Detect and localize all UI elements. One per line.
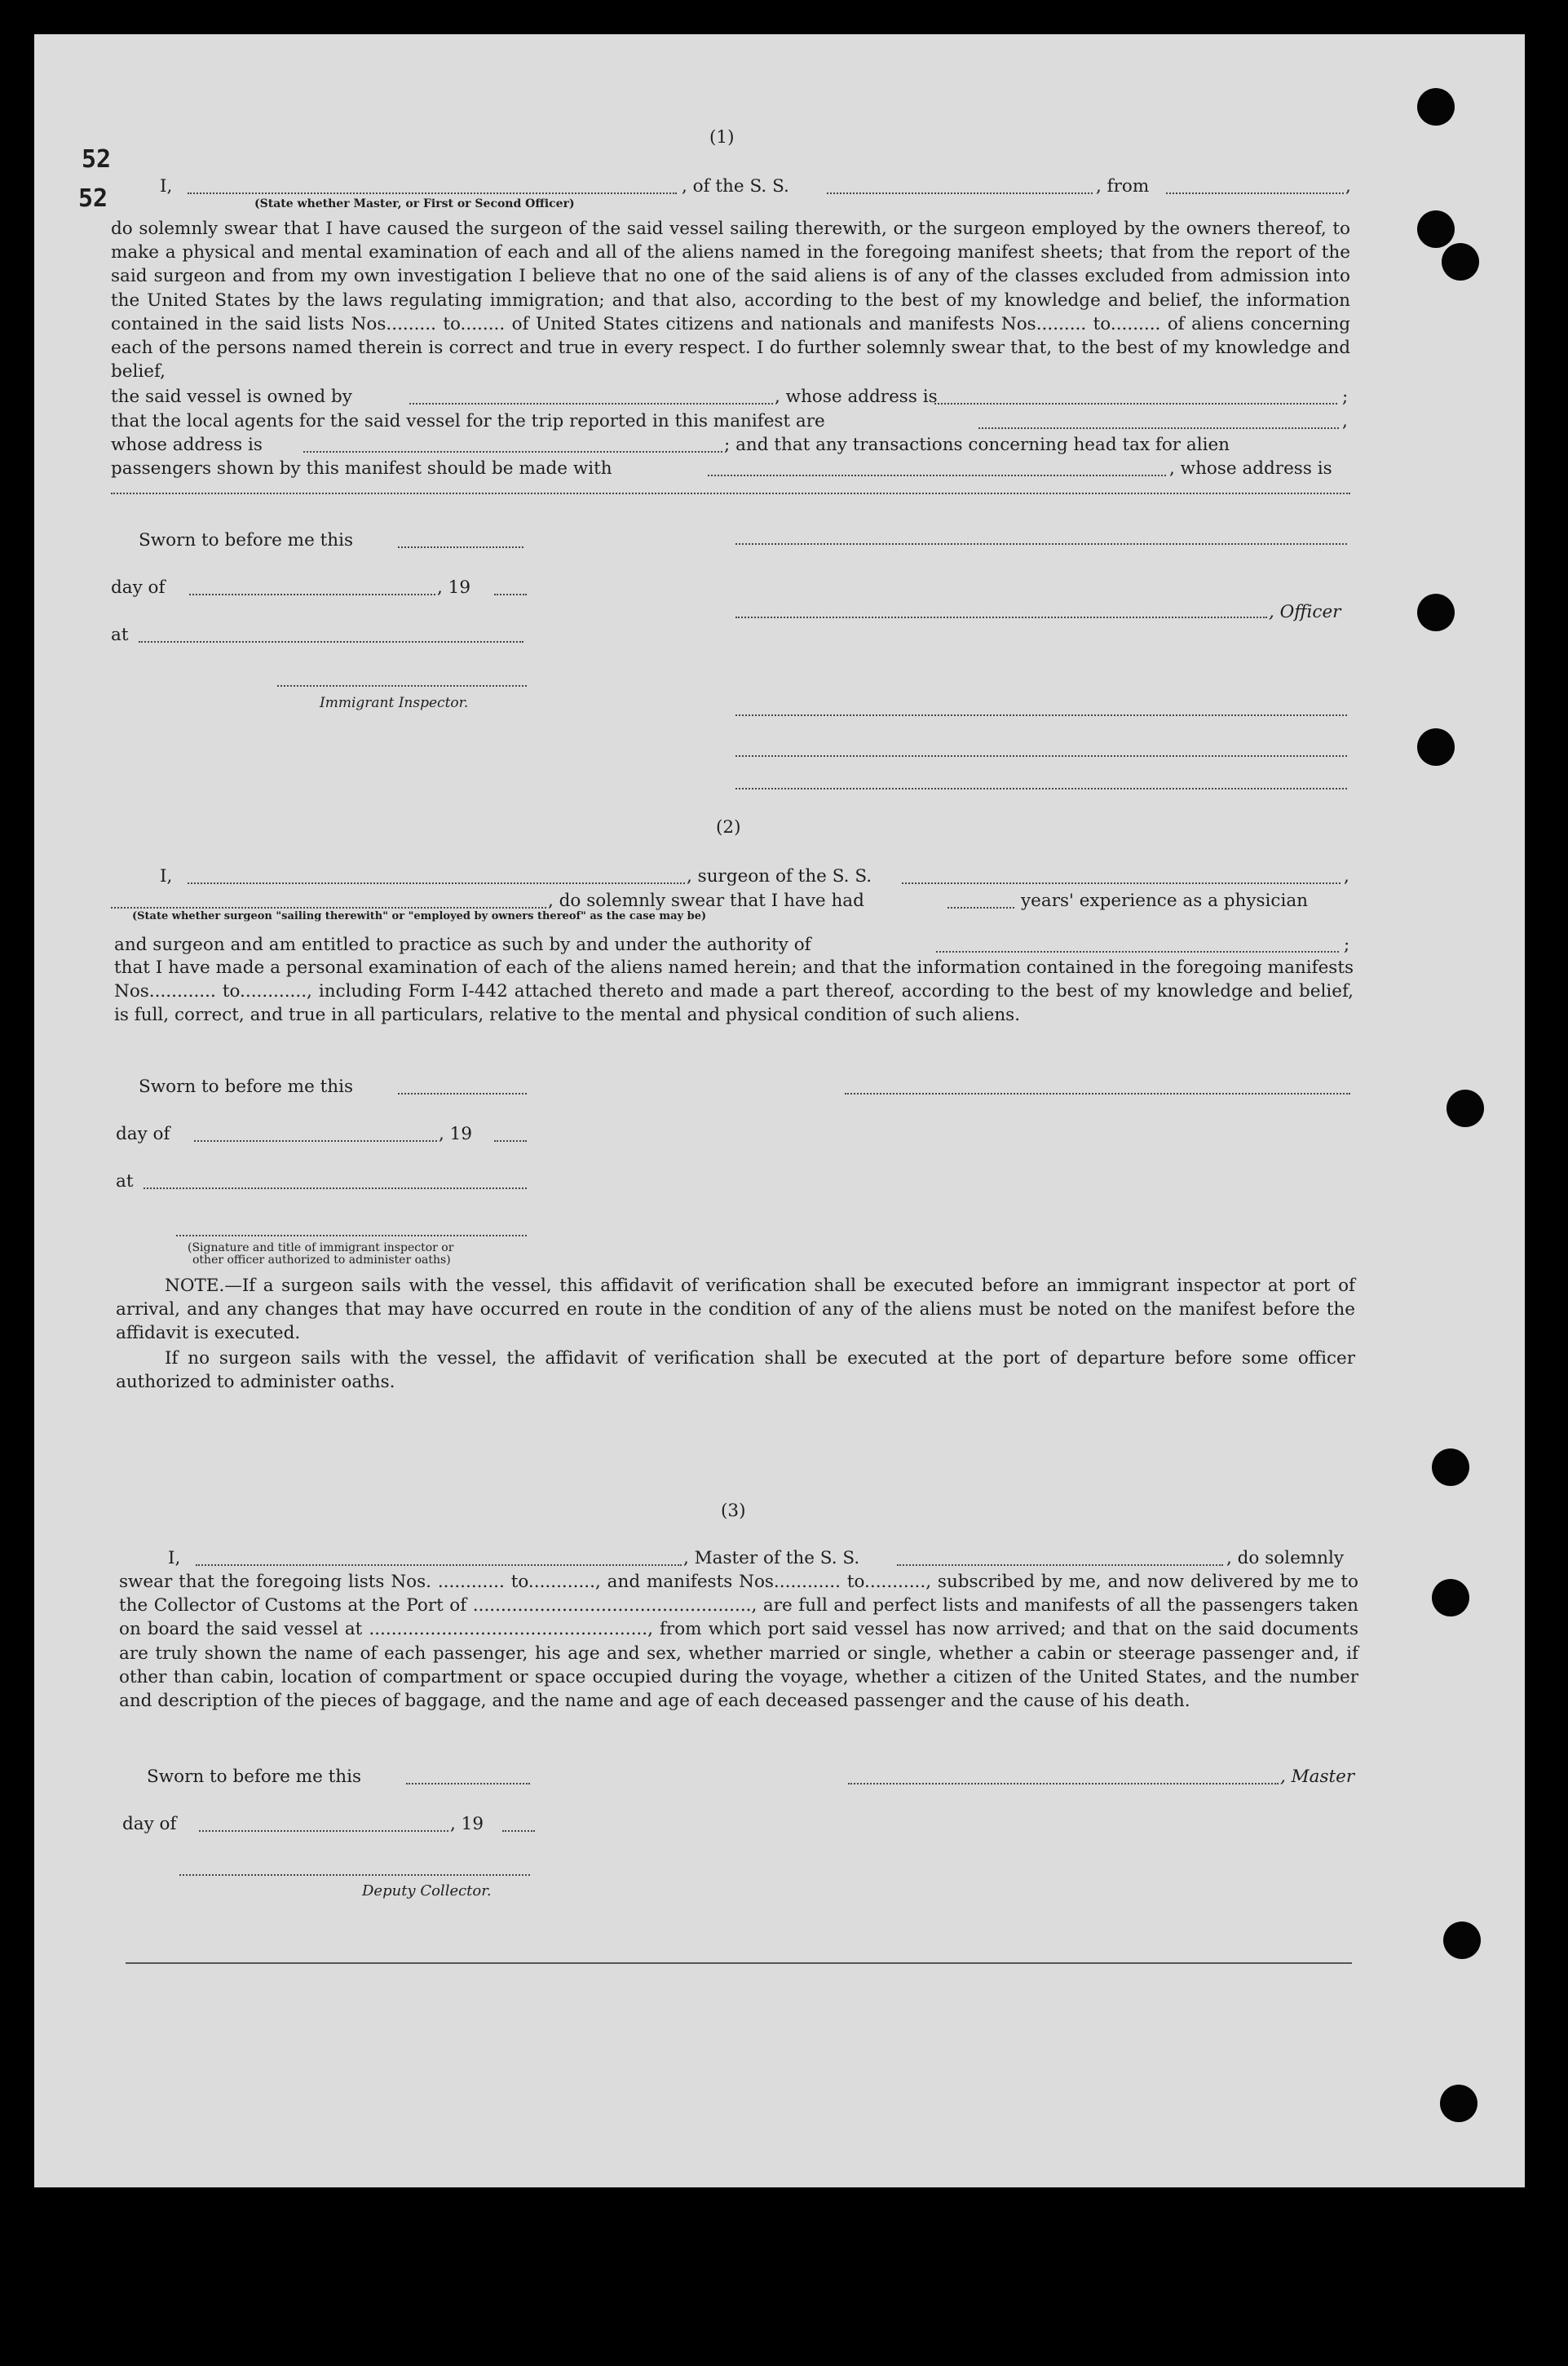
s1-passengers-label: passengers shown by this manifest should be made with [111,458,612,479]
s1-officer-sig-blank-2 [735,617,1267,618]
s1-sworn-label: Sworn to before me this [139,530,354,551]
s1-line-end: , [1345,176,1351,197]
s2-surgeon-sig-blank [845,1093,1350,1095]
s3-sworn-label: Sworn to before me this [147,1767,362,1787]
section-3-number: (3) [721,1501,746,1521]
margin-number: 52 [78,184,108,213]
punch-hole [1442,243,1479,281]
s2-authority-blank [936,951,1339,953]
s1-agents-end: , [1342,411,1348,431]
s2-paragraph: that I have made a personal examination of each of the aliens named herein; and that the information contained in the foregoing manifests Nos............ to............, including Form I-442 attached thereto and made a part thereof, according to the best of my knowledge and belief, is full, correct, and true in all particulars, relative to the mental and physical condition of such aliens. [114,957,1354,1026]
s3-master-sig-blank [848,1783,1279,1784]
margin-number: 52 [82,145,112,174]
s1-agents-blank [978,427,1339,429]
s3-line-end: , do solemnly [1226,1548,1345,1568]
punch-hole [1447,1090,1484,1127]
s1-caption: (State whether Master, or First or Second Officer) [254,197,575,210]
s2-sig-caption-1: (Signature and title of immigrant inspector or [188,1241,454,1254]
s1-agents-label: that the local agents for the said vessel for the trip reported in this manifest are [111,411,825,431]
s1-year-label: , 19 [437,577,471,598]
s1-ship-blank [827,192,1093,194]
s2-sig-caption-2: other officer authorized to administer oaths) [192,1254,451,1267]
s2-at-label: at [116,1171,134,1192]
s2-surgeon-name-blank [188,882,685,884]
s2-note-2: If no surgeon sails with the vessel, the affidavit of verification shall be executed at the port of departure before some officer authorized to administer oaths. [116,1348,1355,1393]
s3-collector-sig-blank [179,1874,530,1876]
s1-passengers-address-label: , whose address is [1169,458,1332,479]
s2-day-blank [194,1140,437,1142]
s3-day-blank [199,1830,448,1832]
s3-year-label: , 19 [450,1814,484,1834]
s2-note-text: —If a surgeon sails with the vessel, this affidavit of verification shall be executed before an immigrant inspector at port of arrival, and any changes that may have occurred en route in the condition of any of the aliens must be noted on the manifest before the affidavit is executed. [116,1276,1355,1344]
s1-day-blank [189,594,435,595]
s1-inspector-label: Immigrant Inspector. [320,695,469,711]
s1-agents-address-blank [303,451,722,453]
bottom-rule [126,1962,1352,1964]
s2-sworn-label: Sworn to before me this [139,1077,354,1097]
s2-at-blank [144,1187,527,1189]
s2-line-end: , [1344,866,1349,887]
s1-from-blank [1166,192,1344,194]
s1-year-blank [494,594,527,595]
section-2-number: (2) [716,817,741,838]
s3-year-blank [502,1830,535,1832]
s3-sworn-blank [406,1783,530,1784]
s1-owned-label: the said vessel is owned by [111,387,352,407]
s2-ship-blank [902,882,1341,884]
s2-caption: (State whether surgeon "sailing therewith" or "employed by owners thereof" as the case may be) [132,910,707,922]
s2-swear-text: , do solemnly swear that I have had [548,891,864,911]
s1-owner-address-blank [934,403,1337,405]
punch-hole [1432,1448,1469,1486]
punch-hole [1443,1922,1481,1959]
s1-address-label: whose address is [111,435,263,455]
s1-owner-address-label: , whose address is [775,387,938,407]
s3-i-label: I, [168,1548,181,1568]
s1-i-label: I, [160,176,173,197]
s1-sworn-blank [398,546,523,548]
s1-officer-sig-blank-1 [735,543,1347,545]
s2-note [116,1274,1355,1346]
s2-sworn-blank [398,1093,527,1095]
s1-day-of-label: day of [111,577,166,598]
s3-day-of-label: day of [122,1814,177,1834]
s2-status-blank [111,907,546,909]
s2-i-label: I, [160,866,173,887]
s1-of-ss-label: , of the S. S. [682,176,789,197]
s2-inspector-sig-blank [176,1235,527,1236]
punch-hole [1417,728,1455,766]
punch-hole [1440,2085,1477,2122]
section-1-number: (1) [709,127,735,148]
s3-master-label: , Master [1280,1767,1355,1787]
s1-owned-end: ; [1342,387,1349,407]
s1-signature-blank [735,714,1347,716]
s3-paragraph: swear that the foregoing lists Nos. ............ to............, and manifests Nos............ to..........., subscribed by me, and now delivered by me to the Collector of Customs at the Port of .................................................., are full and perfect lists and manifests of all the passengers taken on board the said vessel at .................................................., from which port said vessel has now arrived; and that on the said documents are truly shown the name of each passenger, his age and sex, whether married or single, whether a cabin or steerage passenger and, if other than cabin, location of compartment or space occupied during the voyage, whether a citizen of the United States, and the number and description of the pieces of baggage, and the name and age of each deceased passenger and the cause of his death. [119,1572,1358,1712]
s2-authority-end: ; [1344,935,1350,955]
s2-surgeon-ss-label: , surgeon of the S. S. [687,866,872,887]
punch-hole [1432,1579,1469,1616]
s1-at-blank [139,641,523,643]
s1-signature-blank [735,755,1347,757]
s1-officer-blank [188,192,677,194]
punch-hole [1417,210,1455,248]
s2-day-of-label: day of [116,1124,170,1144]
punch-hole [1417,594,1455,631]
s1-at-label: at [111,625,129,645]
s2-years-label: years' experience as a physician [1021,891,1308,911]
s3-master-name-blank [196,1564,682,1566]
s1-owner-blank [409,403,773,405]
s1-officer-label: , Officer [1269,602,1341,622]
s2-year-label: , 19 [439,1124,473,1144]
s2-authority-label: and surgeon and am entitled to practice as such by and under the authority of [114,935,811,955]
s3-ship-blank [897,1564,1223,1566]
s1-paragraph: do solemnly swear that I have caused the surgeon of the said vessel sailing therewith, or the surgeon employed by the owners thereof, to make a physical and mental examination of each and all of the aliens named in the foregoing manifest sheets; that from the report of the said surgeon and from my own investigation I believe that no one of the said aliens is of any of the classes excluded from admission into the United States by the laws regulating immigration; and that also, according to the best of my knowledge and belief, the information contained in the said lists Nos......... to........ of United States citizens and nationals and manifests Nos......... to......... of aliens concerning each of the persons named therein is correct and true in every respect. I do further solemnly swear that, to the best of my knowledge and belief, [111,219,1350,383]
s3-collector-label: Deputy Collector. [362,1882,492,1899]
punch-hole [1417,88,1455,126]
s1-head-tax-blank [708,475,1166,476]
s3-master-ss-label: , Master of the S. S. [683,1548,860,1568]
s1-from-label: , from [1096,176,1150,197]
s1-passengers-address-blank [111,493,1350,494]
s1-signature-blank [735,788,1347,789]
s1-inspector-sig-blank [277,685,527,687]
s2-years-blank [947,907,1014,909]
s2-note-label: NOTE. [165,1276,225,1296]
s2-year-blank [494,1140,527,1142]
s1-head-tax-text: ; and that any transactions concerning head tax for alien [724,435,1230,455]
